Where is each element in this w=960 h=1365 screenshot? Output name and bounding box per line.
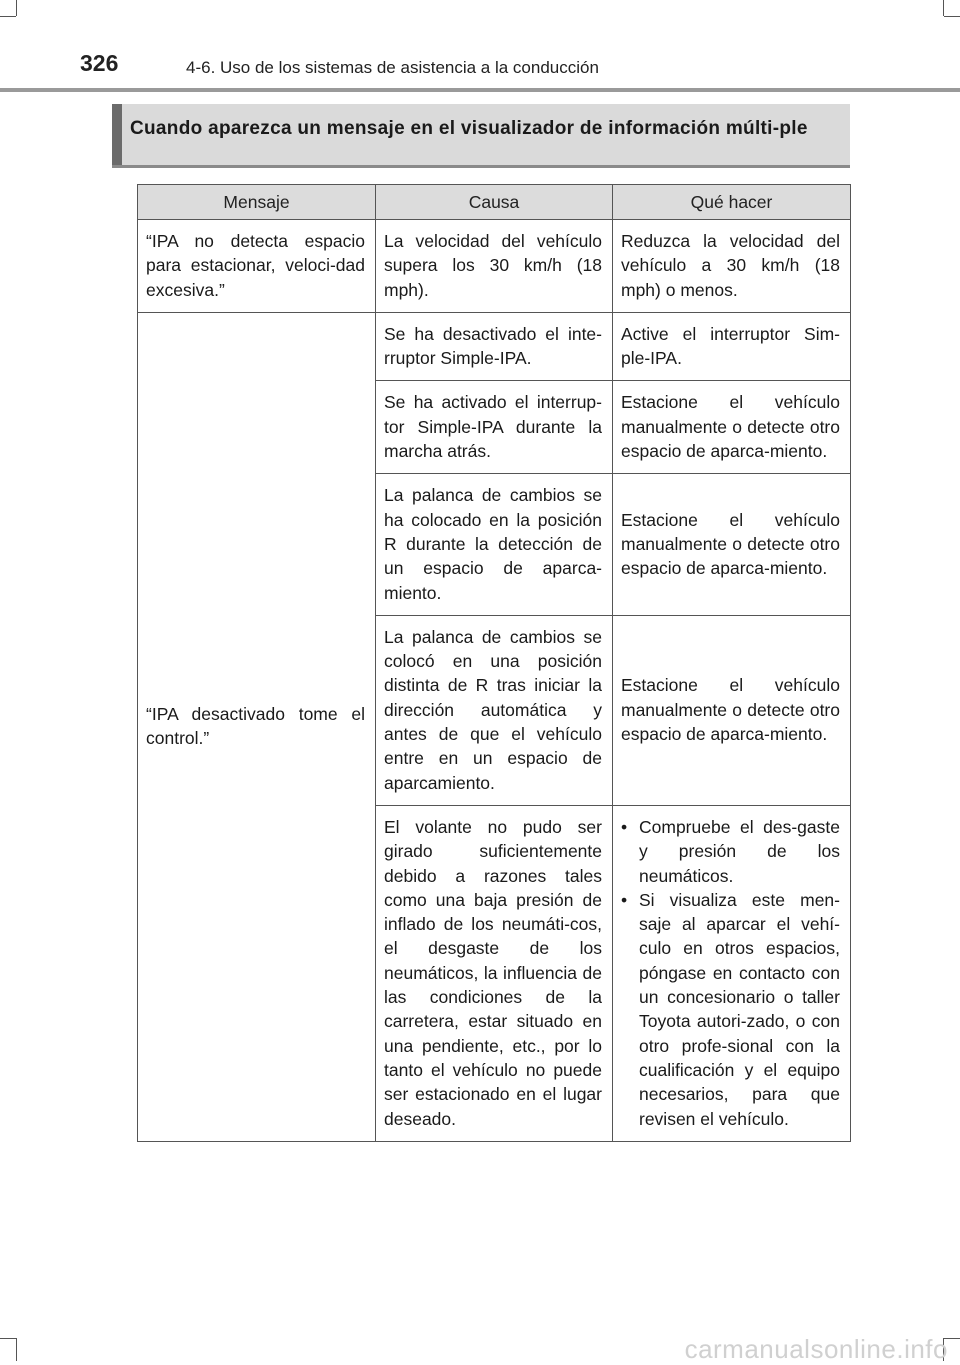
cause-cell: Se ha desactivado el inte-rruptor Simple-IPA. <box>376 312 613 381</box>
column-header-causa: Causa <box>376 185 613 220</box>
action-cell: Estacione el vehículo manualmente o detecte otro espacio de aparca-miento. <box>613 381 851 474</box>
message-cell: “IPA no detecta espacio para estacionar, veloci-dad excesiva.” <box>138 220 376 313</box>
column-header-mensaje: Mensaje <box>138 185 376 220</box>
action-cell: Estacione el vehículo manualmente o detecte otro espacio de aparca-miento. <box>613 474 851 615</box>
cause-cell: La velocidad del vehículo supera los 30 km/h (18 mph). <box>376 220 613 313</box>
cause-cell: La palanca de cambios se ha colocado en la posición R durante la detección de un espacio de aparca-miento. <box>376 474 613 615</box>
cause-cell: La palanca de cambios se colocó en una posición distinta de R tras iniciar la dirección automática y antes de que el vehículo entre en un espacio de aparcamiento. <box>376 615 613 805</box>
section-heading-bar <box>112 104 122 165</box>
action-cell <box>613 805 851 1141</box>
column-header-que-hacer: Qué hacer <box>613 185 851 220</box>
cause-cell: Se ha activado el interrup-tor Simple-IPA durante la marcha atrás. <box>376 381 613 474</box>
crop-mark <box>943 0 944 16</box>
message-cell: “IPA desactivado tome el control.” <box>138 312 376 1141</box>
chapter-title: 4-6. Uso de los sistemas de asistencia a la conducción <box>186 58 599 77</box>
site-watermark[interactable]: carmanualsonline.info <box>684 1334 948 1364</box>
section-heading <box>112 104 850 168</box>
message-table <box>137 184 851 1142</box>
header-divider <box>0 88 960 92</box>
table-header-row <box>138 185 851 220</box>
action-cell: Active el interruptor Sim-ple-IPA. <box>613 312 851 381</box>
table-row <box>138 312 851 381</box>
table-row <box>138 220 851 313</box>
action-bullet: • Compruebe el des-gaste y presión de los neumáticos. <box>621 815 840 888</box>
action-cell: Reduzca la velocidad del vehículo a 30 km/h (18 mph) o menos. <box>613 220 851 313</box>
action-bullet-list <box>621 815 840 1131</box>
crop-mark <box>16 0 17 16</box>
crop-mark <box>0 16 16 17</box>
cause-cell: El volante no pudo ser girado suficientemente debido a razones tales como una baja presión de inflado de los neumáti-cos, el desgaste de los neumáticos, la influencia de las condiciones de la carretera, estar situado en una pendiente, etc., por lo tanto el vehículo no puede ser estacionado en el lugar deseado. <box>376 805 613 1141</box>
section-heading-text: Cuando aparezca un mensaje en el visualizador de información múlti-ple <box>130 118 808 139</box>
action-cell: Estacione el vehículo manualmente o detecte otro espacio de aparca-miento. <box>613 615 851 805</box>
page-number: 326 <box>80 50 119 76</box>
crop-mark <box>944 16 960 17</box>
crop-mark <box>16 1338 17 1361</box>
crop-mark <box>0 1338 16 1339</box>
action-bullet: • Si visualiza este men-saje al aparcar el vehí-culo en otros espacios, póngase en contacto con un concesionario o taller Toyota autori-zado, o con otro profe-sional con la cualificación y el equipo necesarios, para que revisen el vehículo. <box>621 888 840 1131</box>
